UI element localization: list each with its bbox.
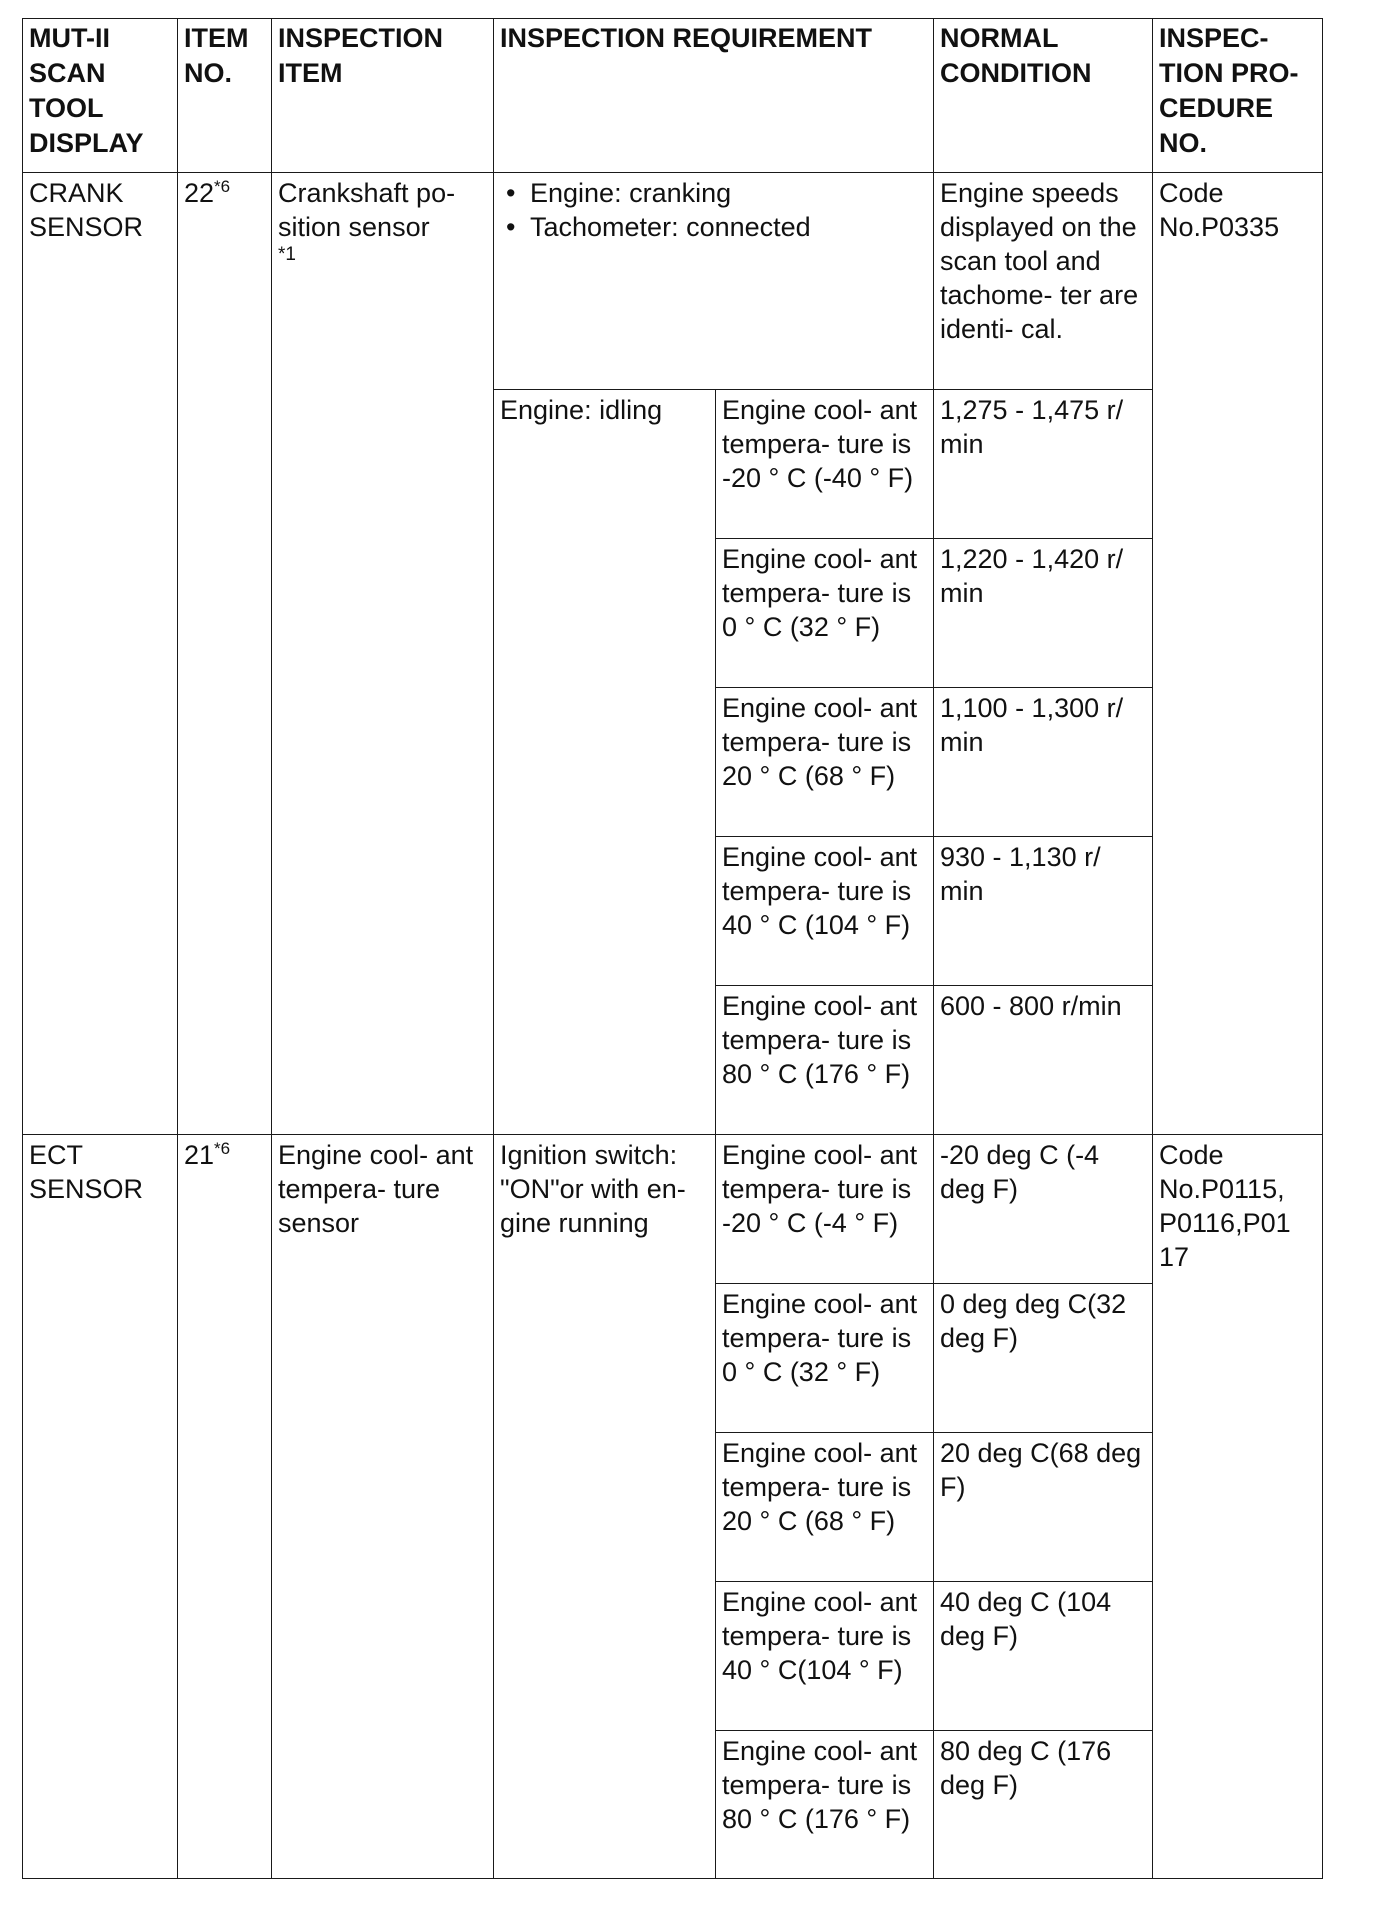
ect-temperature-value-cell: 40 deg C (104 deg F) <box>934 1582 1153 1731</box>
crank-item-note: *1 <box>278 244 296 265</box>
table-row <box>23 173 1323 390</box>
crank-coolant-condition-cell: Engine cool- ant tempera- ture is -20 ° C (-40 ° F) <box>716 390 934 539</box>
ect-coolant-condition-cell: Engine cool- ant tempera- ture is 20 ° C (68 ° F) <box>716 1433 934 1582</box>
header-normal-condition: NORMAL CONDITION <box>934 19 1153 173</box>
ect-requirement-cell: Ignition switch: "ON"or with en- gine running <box>494 1135 716 1879</box>
ect-coolant-condition-cell: Engine cool- ant tempera- ture is -20 ° C (-4 ° F) <box>716 1135 934 1284</box>
crank-item-cell <box>272 173 494 1135</box>
table-row <box>23 1135 1323 1284</box>
ect-procedure-cell: Code No.P0115, P0116,P01 17 <box>1153 1135 1323 1879</box>
inspection-page <box>22 18 1322 1879</box>
header-inspection-requirement: INSPECTION REQUIREMENT <box>494 19 934 173</box>
header-procedure-no: INSPEC- TION PRO- CEDURE NO. <box>1153 19 1323 173</box>
crank-item-no-cell <box>178 173 272 1135</box>
ect-item-no-footnote: *6 <box>214 1139 231 1158</box>
crank-item-name: Crankshaft po- sition sensor <box>278 178 456 242</box>
ect-item-no: 21 <box>184 1140 215 1170</box>
crank-cranking-normal-cell: Engine speeds displayed on the scan tool and tachome- ter are identi- cal. <box>934 173 1153 390</box>
header-inspection-item: INSPECTION ITEM <box>272 19 494 173</box>
bullet-icon: • <box>506 212 516 242</box>
crank-idle-condition-cell: Engine: idling <box>494 390 716 1135</box>
crank-rpm-value-cell: 930 - 1,130 r/ min <box>934 837 1153 986</box>
crank-procedure-cell: Code No.P0335 <box>1153 173 1323 1135</box>
inspection-table <box>22 18 1323 1879</box>
list-item: • Tachometer: connected <box>506 212 811 242</box>
ect-item-no-cell <box>178 1135 272 1879</box>
ect-temperature-value-cell: -20 deg C (-4 deg F) <box>934 1135 1153 1284</box>
ect-coolant-condition-cell: Engine cool- ant tempera- ture is 80 ° C (176 ° F) <box>716 1731 934 1879</box>
header-row <box>23 19 1323 173</box>
crank-requirement-list <box>500 176 926 244</box>
crank-rpm-value-cell: 1,100 - 1,300 r/ min <box>934 688 1153 837</box>
crank-coolant-condition-cell: Engine cool- ant tempera- ture is 20 ° C (68 ° F) <box>716 688 934 837</box>
ect-display-cell: ECT SENSOR <box>23 1135 178 1879</box>
ect-coolant-condition-cell: Engine cool- ant tempera- ture is 40 ° C(104 ° F) <box>716 1582 934 1731</box>
bullet-icon: • <box>506 178 516 208</box>
list-item: • Engine: cranking <box>506 178 732 208</box>
crank-coolant-condition-cell: Engine cool- ant tempera- ture is 40 ° C (104 ° F) <box>716 837 934 986</box>
ect-item-cell: Engine cool- ant tempera- ture sensor <box>272 1135 494 1879</box>
crank-rpm-value-cell: 1,275 - 1,475 r/ min <box>934 390 1153 539</box>
ect-temperature-value-cell: 80 deg C (176 deg F) <box>934 1731 1153 1879</box>
crank-requirement-cell <box>494 173 934 390</box>
header-scan-tool-display: MUT-II SCAN TOOL DISPLAY <box>23 19 178 173</box>
crank-display-cell: CRANK SENSOR <box>23 173 178 1135</box>
ect-temperature-value-cell: 20 deg C(68 deg F) <box>934 1433 1153 1582</box>
crank-item-no-footnote: *6 <box>214 177 231 196</box>
crank-rpm-value-cell: 600 - 800 r/min <box>934 986 1153 1135</box>
header-item-no: ITEM NO. <box>178 19 272 173</box>
crank-coolant-condition-cell: Engine cool- ant tempera- ture is 0 ° C (32 ° F) <box>716 539 934 688</box>
ect-temperature-value-cell: 0 deg deg C(32 deg F) <box>934 1284 1153 1433</box>
ect-coolant-condition-cell: Engine cool- ant tempera- ture is 0 ° C (32 ° F) <box>716 1284 934 1433</box>
crank-rpm-value-cell: 1,220 - 1,420 r/ min <box>934 539 1153 688</box>
crank-coolant-condition-cell: Engine cool- ant tempera- ture is 80 ° C (176 ° F) <box>716 986 934 1135</box>
crank-item-no: 22 <box>184 178 215 208</box>
